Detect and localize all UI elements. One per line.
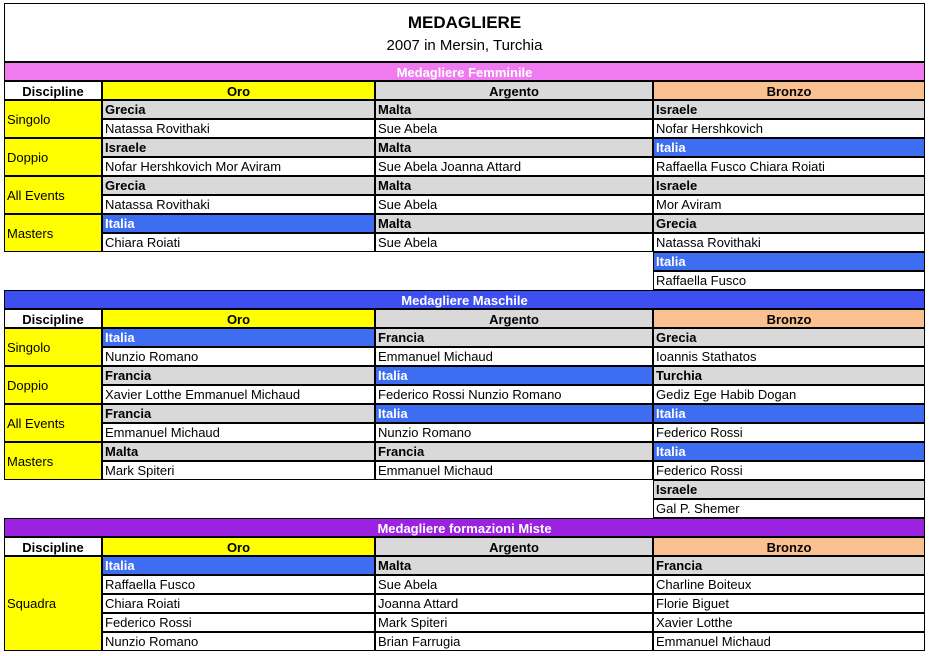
column-header-silver: Argento [375,81,653,100]
bronze-country-cell: Turchia [653,366,925,385]
bronze-athlete-cell: Natassa Rovithaki [653,233,925,252]
silver-country-cell: Malta [375,100,653,119]
gold-country-cell: Malta [102,442,375,461]
column-header-discipline: Discipline [4,81,102,100]
gold-athlete-cell: Chiara Roiati [102,233,375,252]
gold-country-cell: Grecia [102,100,375,119]
women-section-title: Medagliere Femminile [4,62,925,81]
discipline-cell: Doppio [4,138,102,176]
gold-athlete-cell: Natassa Rovithaki [102,119,375,138]
title-box [4,3,925,62]
silver-country-cell: Francia [375,328,653,347]
gold-athlete-cell: Natassa Rovithaki [102,195,375,214]
gold-athlete-cell: Raffaella Fusco [102,575,375,594]
bronze-country-cell: Grecia [653,214,925,233]
mixed-section-title: Medagliere formazioni Miste [4,518,925,537]
discipline-cell: Squadra [4,556,102,651]
silver-country-cell: Italia [375,366,653,385]
bronze-athlete-cell: Florie Biguet [653,594,925,613]
discipline-cell: All Events [4,176,102,214]
column-header-discipline: Discipline [4,537,102,556]
silver-athlete-cell: Nunzio Romano [375,423,653,442]
bronze-athlete-cell: Charline Boiteux [653,575,925,594]
column-header-bronze: Bronzo [653,537,925,556]
gold-country-cell: Israele [102,138,375,157]
column-header-discipline: Discipline [4,309,102,328]
gold-country-cell: Francia [102,404,375,423]
page-title: MEDAGLIERE [407,13,522,32]
bronze-country-cell: Italia [653,252,925,271]
silver-athlete-cell: Emmanuel Michaud [375,461,653,480]
column-header-bronze: Bronzo [653,81,925,100]
column-header-gold: Oro [102,81,375,100]
silver-athlete-cell: Brian Farrugia [375,632,653,651]
silver-athlete-cell: Joanna Attard [375,594,653,613]
bronze-athlete-cell: Gediz Ege Habib Dogan [653,385,925,404]
discipline-cell: Singolo [4,328,102,366]
bronze-athlete-cell: Emmanuel Michaud [653,632,925,651]
gold-athlete-cell: Nunzio Romano [102,347,375,366]
bronze-athlete-cell: Ioannis Stathatos [653,347,925,366]
silver-athlete-cell: Federico Rossi Nunzio Romano [375,385,653,404]
discipline-cell: Masters [4,214,102,252]
bronze-athlete-cell: Gal P. Shemer [653,499,925,518]
discipline-cell: Doppio [4,366,102,404]
gold-athlete-cell: Nofar Hershkovich Mor Aviram [102,157,375,176]
column-header-bronze: Bronzo [653,309,925,328]
gold-athlete-cell: Nunzio Romano [102,632,375,651]
silver-country-cell: Italia [375,404,653,423]
bronze-country-cell: Francia [653,556,925,575]
bronze-athlete-cell: Federico Rossi [653,423,925,442]
gold-country-cell: Italia [102,328,375,347]
page-subtitle: 2007 in Mersin, Turchia [386,37,543,54]
column-header-gold: Oro [102,309,375,328]
discipline-cell: Singolo [4,100,102,138]
bronze-country-cell: Italia [653,442,925,461]
silver-athlete-cell: Emmanuel Michaud [375,347,653,366]
bronze-athlete-cell: Federico Rossi [653,461,925,480]
silver-athlete-cell: Sue Abela [375,119,653,138]
column-header-silver: Argento [375,537,653,556]
gold-athlete-cell: Federico Rossi [102,613,375,632]
gold-athlete-cell: Chiara Roiati [102,594,375,613]
silver-athlete-cell: Mark Spiteri [375,613,653,632]
gold-country-cell: Grecia [102,176,375,195]
bronze-athlete-cell: Xavier Lotthe [653,613,925,632]
silver-athlete-cell: Sue Abela [375,195,653,214]
bronze-country-cell: Israele [653,480,925,499]
column-header-silver: Argento [375,309,653,328]
bronze-country-cell: Italia [653,404,925,423]
discipline-cell: All Events [4,404,102,442]
silver-athlete-cell: Sue Abela Joanna Attard [375,157,653,176]
gold-country-cell: Italia [102,214,375,233]
discipline-cell: Masters [4,442,102,480]
silver-athlete-cell: Sue Abela [375,233,653,252]
bronze-athlete-cell: Raffaella Fusco [653,271,925,290]
silver-country-cell: Malta [375,556,653,575]
column-header-gold: Oro [102,537,375,556]
silver-country-cell: Malta [375,176,653,195]
gold-athlete-cell: Emmanuel Michaud [102,423,375,442]
gold-country-cell: Francia [102,366,375,385]
silver-athlete-cell: Sue Abela [375,575,653,594]
bronze-country-cell: Israele [653,176,925,195]
bronze-athlete-cell: Nofar Hershkovich [653,119,925,138]
gold-athlete-cell: Xavier Lotthe Emmanuel Michaud [102,385,375,404]
bronze-country-cell: Italia [653,138,925,157]
bronze-athlete-cell: Mor Aviram [653,195,925,214]
silver-country-cell: Malta [375,138,653,157]
bronze-country-cell: Grecia [653,328,925,347]
gold-athlete-cell: Mark Spiteri [102,461,375,480]
bronze-athlete-cell: Raffaella Fusco Chiara Roiati [653,157,925,176]
silver-country-cell: Malta [375,214,653,233]
bronze-country-cell: Israele [653,100,925,119]
men-section-title: Medagliere Maschile [4,290,925,309]
gold-country-cell: Italia [102,556,375,575]
silver-country-cell: Francia [375,442,653,461]
